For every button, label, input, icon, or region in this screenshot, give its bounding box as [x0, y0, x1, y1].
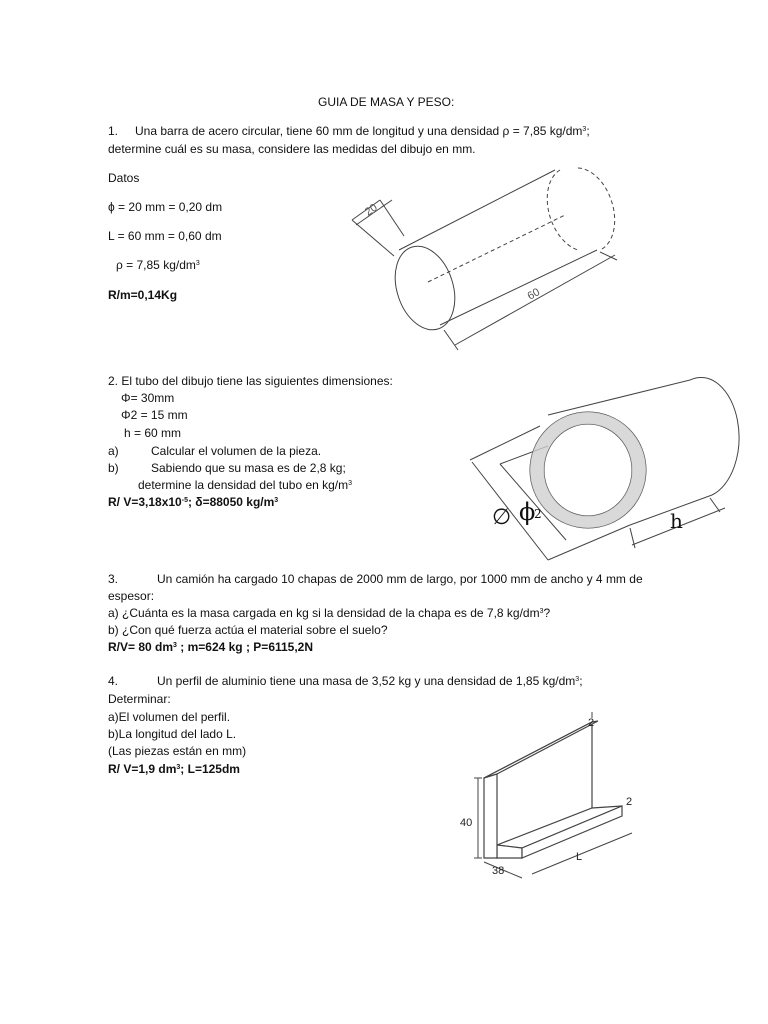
problem-2-a-label: a) [108, 444, 119, 458]
l-profile-dim-height: 40 [460, 817, 473, 829]
problem-1-answer: R/m=0,14Kg [108, 288, 178, 302]
tube-hw-phi2-sub: 2 [534, 507, 542, 521]
problem-1-diameter: ϕ = 20 mm = 0,20 dm [108, 200, 223, 214]
problem-1-number: 1. [108, 124, 119, 138]
problem-2-inner-diameter: Φ2 = 15 mm [121, 408, 188, 422]
problem-4-number: 4. [108, 674, 119, 688]
problem-3-a: a) ¿Cuánta es la masa cargada en kg si la densidad de la chapa es de 7,8 $kg/dm^3$? [108, 606, 551, 620]
problem-2-height: h = 60 mm [124, 426, 182, 440]
problem-4-determinar: Determinar: [108, 692, 171, 706]
problem-1-line1: Una barra de acero circular, tiene 60 mm de longitud y una densidad ρ = 7,85 $kg/dm^3$; [135, 124, 590, 138]
problem-2-b-label: b) [108, 461, 119, 475]
problem-2-line1: 2. El tubo del dibujo tiene las siguientes dimensiones: [108, 374, 393, 388]
tube-hw-phi2: ϕ [519, 498, 536, 526]
l-profile-dim-length: L [576, 851, 583, 863]
problem-4-c: (Las piezas están en mm) [108, 744, 247, 758]
cylinder-dim-diameter: 20 [362, 201, 380, 219]
problem-1-density: ρ = 7,85 $kg/dm^3$ [116, 258, 200, 272]
problem-3-answer: R/V= 80 $dm^3$ ; m=624 kg ; P=6115,2N [108, 640, 314, 654]
problem-3-line1: Un camión ha cargado 10 chapas de 2000 mm de largo, por 1000 mm de ancho y 4 mm de [157, 572, 643, 586]
problem-3-line2: espesor: [108, 589, 155, 603]
tube-hw-phi1-icon: ∅ [492, 505, 512, 530]
problem-1-length: L = 60 mm = 0,60 dm [108, 229, 222, 243]
l-profile-dim-width: 38 [492, 865, 505, 877]
problem-3-number: 3. [108, 572, 119, 586]
problem-3-b: b) ¿Con qué fuerza actúa el material sobre el suelo? [108, 623, 388, 637]
problem-4-answer: R/ V=1,9 $dm^3$; L=125dm [108, 762, 240, 776]
l-profile-dim-thickness-side: 2 [626, 796, 633, 808]
problem-2-a-text: Calcular el volumen de la pieza. [151, 444, 322, 458]
problem-1-datos: Datos [108, 171, 140, 185]
problem-4-line1: Un perfil de aluminio tiene una masa de 3,52 kg y una densidad de 1,85 $kg/dm^3$; [157, 674, 583, 688]
cylinder-dim-length: 60 [525, 286, 543, 303]
tube-hw-h: h [670, 509, 683, 533]
problem-2-outer-diameter: Φ= 30mm [121, 391, 175, 405]
problem-2-b-text: Sabiendo que su masa es de 2,8 kg; [151, 461, 346, 475]
problem-4-b: b)La longitud del lado L. [108, 727, 237, 741]
l-profile-dim-thickness-top: 2 [588, 717, 595, 729]
problem-2-b-text2: determine la densidad del tubo en $kg/m^3$ [138, 478, 353, 492]
problem-2-answer: R/ $V=3,18x10^{-5}$; δ=88050 $kg/m^3$ [108, 495, 279, 509]
page-title: GUIA DE MASA Y PESO: [318, 95, 455, 109]
problem-1-line2: determine cuál es su masa, considere las medidas del dibujo en mm. [108, 142, 476, 156]
problem-4-a: a)El volumen del perfil. [108, 710, 231, 724]
